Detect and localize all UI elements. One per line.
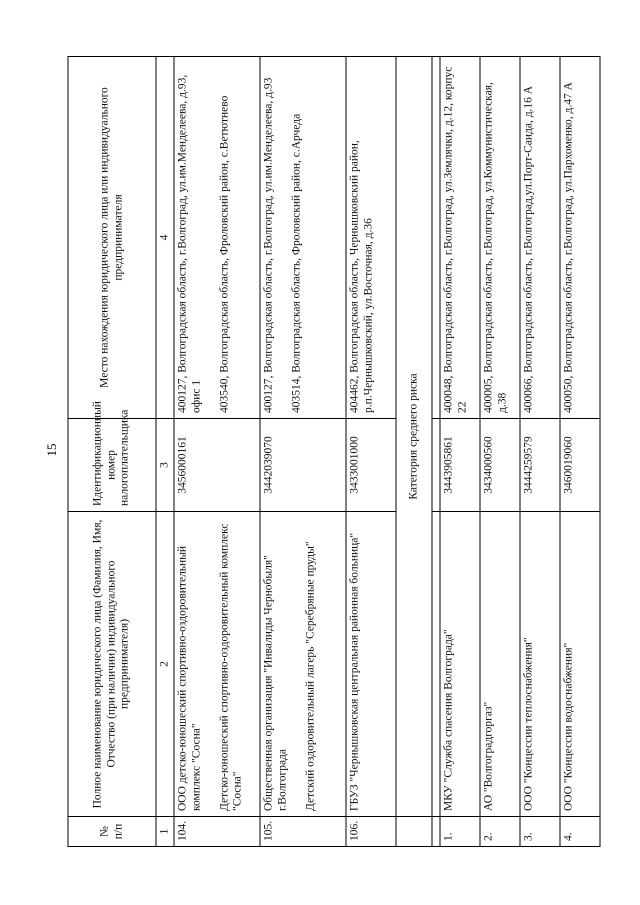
org-name: ГБУЗ "Чернышковская центральная районная больница" xyxy=(346,512,396,817)
category-spacer xyxy=(396,817,432,847)
row-number: 2. xyxy=(480,817,520,847)
row-number: 3. xyxy=(520,817,560,847)
row-number: 105. xyxy=(260,817,346,847)
row-number: 106. xyxy=(346,817,396,847)
org-address: 400127, Волгоградская область, г.Волгоград, ул.им.Менделеева, д.93 xyxy=(262,77,275,413)
org-name: АО "Волгоградгоргаз" xyxy=(480,512,520,817)
row-number: 104. xyxy=(174,817,260,847)
org-name-cell xyxy=(260,512,346,817)
column-number-row xyxy=(156,57,174,847)
org-name: ООО детско-юношеский спортивно-оздоровительный комплекс "Сосна" xyxy=(176,545,203,811)
header-row xyxy=(68,57,156,847)
table-row xyxy=(346,57,396,847)
org-sub-name: Детский оздоровительный лагерь "Серебряные пруды" xyxy=(304,541,317,811)
org-inn: 3456000161 xyxy=(174,419,260,512)
table-row xyxy=(174,57,260,847)
column-number: 2 xyxy=(156,512,174,817)
org-inn: 3434000560 xyxy=(480,419,520,512)
table-row xyxy=(480,57,520,847)
org-address: 400005, Волгоградская область, г.Волгоград, ул.Коммунистическая, д.38 xyxy=(480,57,520,419)
page-number: 15 xyxy=(44,443,59,457)
category-title: Категория среднего риска xyxy=(396,57,432,817)
column-number: 3 xyxy=(156,419,174,512)
org-address: 400127, Волгоградская область, г.Волгоград, ул.им.Менделеева, д.93, офис 1 xyxy=(176,74,203,413)
table-row xyxy=(260,57,346,847)
org-sub-name: Детско-юношеский спортивно-оздоровительный комплекс "Сосна" xyxy=(218,523,244,811)
row-number: 1. xyxy=(440,817,480,847)
org-address: 404462, Волгоградская область, Чернышковский район, р.п.Чернышковский, ул.Восточная, д.36 xyxy=(346,57,396,419)
org-address: 400048, Волгоградская область, г.Волгоград, ул.Землячки, д.12, корпус 22 xyxy=(440,57,480,419)
org-sub-address: 403540, Волгоградская область, Фроловский район, с.Ветютнево xyxy=(218,95,231,413)
org-name: МКУ "Служба спасения Волгограда" xyxy=(440,512,480,817)
header-address: Место нахождения юридического лица или индивидуального предпринимателя xyxy=(68,57,156,419)
org-address-cell xyxy=(260,57,346,419)
category-row xyxy=(396,57,432,847)
org-name: ООО "Концессии теплоснабжения" xyxy=(520,512,560,817)
org-address-cell xyxy=(174,57,260,419)
row-number: 4. xyxy=(560,817,600,847)
org-inn: 3460019060 xyxy=(560,419,600,512)
org-address: 400050, Волгоградская область, г.Волгоград, ул.Пархоменко, д.47 А xyxy=(560,57,600,419)
org-inn: 3433001000 xyxy=(346,419,396,512)
header-inn: Идентификационный номер налогоплательщика xyxy=(68,419,156,512)
org-inn: 3442039070 xyxy=(260,419,346,512)
spacer-row xyxy=(432,57,440,847)
column-number: 1 xyxy=(156,817,174,847)
header-name: Полное наименование юридического лица (Фамилия, Имя, Отчество (при наличии) индивидуального предпринимателя) xyxy=(68,512,156,817)
table-row xyxy=(440,57,480,847)
header-no: № п/п xyxy=(68,817,156,847)
table-row xyxy=(560,57,600,847)
org-name-cell xyxy=(174,512,260,817)
org-inn: 3444259579 xyxy=(520,419,560,512)
rotated-table-wrapper xyxy=(68,57,573,847)
org-address: 400066, Волгоградская область, г.Волгоград,ул.Порт-Саида, д.16 А xyxy=(520,57,560,419)
org-inn: 3443905861 xyxy=(440,419,480,512)
org-sub-address: 403514, Волгоградская область, Фроловский район, с.Арчеда xyxy=(290,113,303,413)
org-name: Общественная организация "Инвалиды Чернобыля" г.Волгограда xyxy=(262,555,289,811)
organizations-table xyxy=(68,56,601,847)
column-number: 4 xyxy=(156,57,174,419)
org-name: ООО "Концессии водоснабжения" xyxy=(560,512,600,817)
table-row xyxy=(520,57,560,847)
